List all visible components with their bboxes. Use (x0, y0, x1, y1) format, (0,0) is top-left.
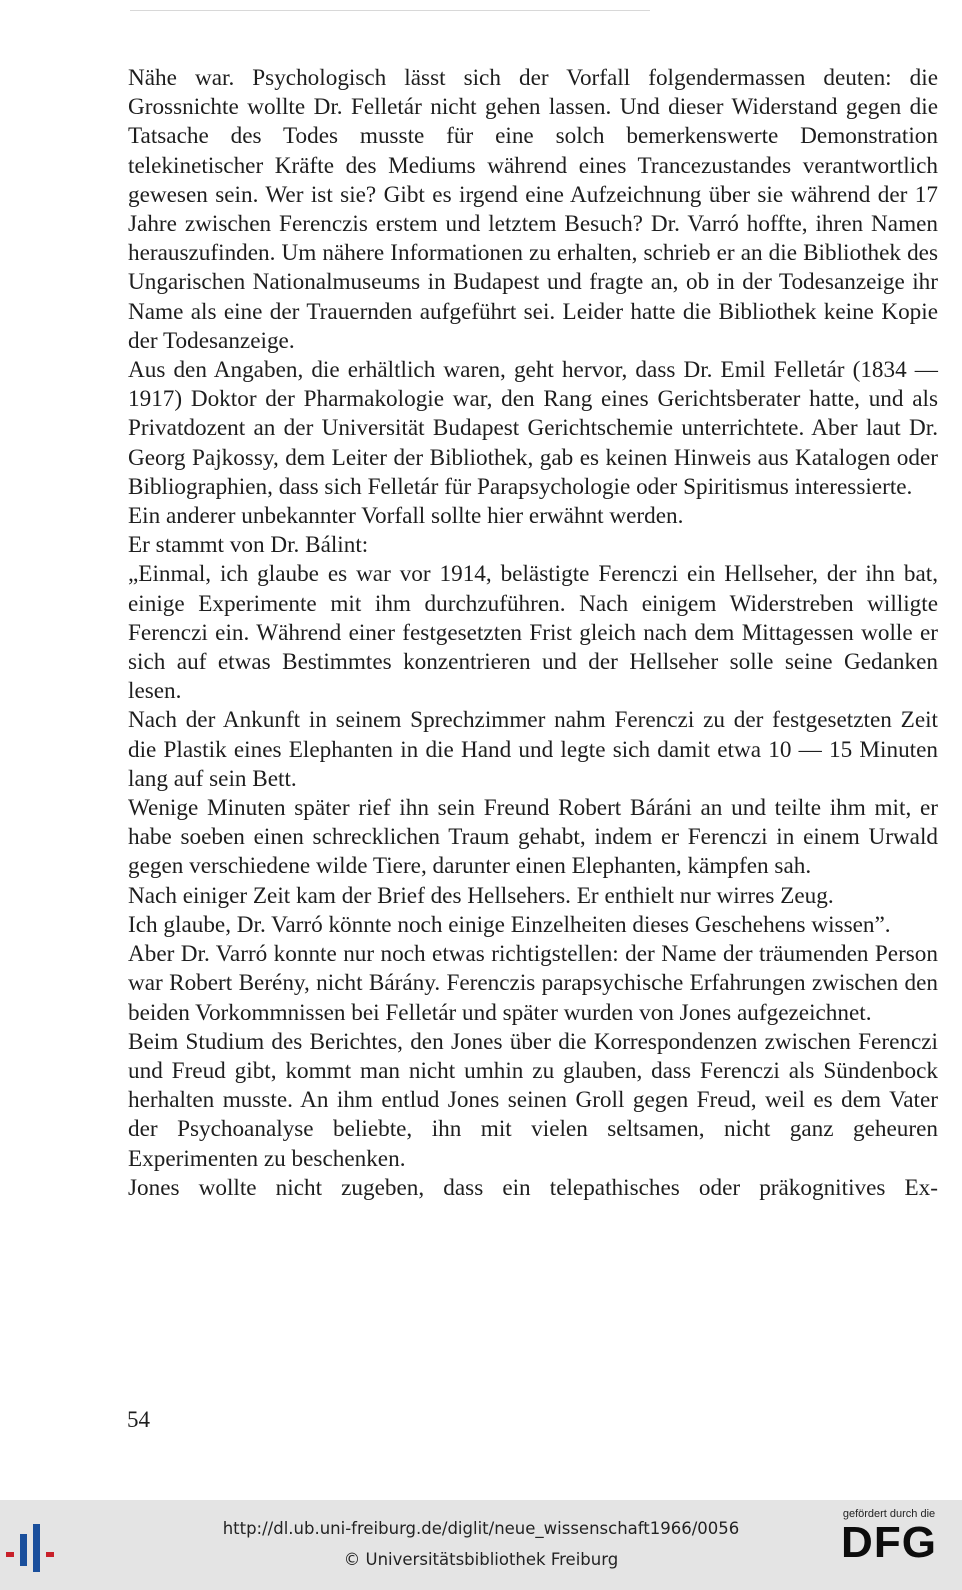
paragraph: Nach einiger Zeit kam der Brief des Hellsehers. Er enthielt nur wirres Zeug. (128, 882, 834, 909)
paragraph: Nähe war. Psychologisch lässt sich der Vorfall folgendermassen deuten: die Grossnichte wollte Dr. Felletár nicht gehen lassen. Und dieser Widerstand gegen die Tatsache des Todes musste für eine solch bemerkenswerte Demonstration telekinetischer Kräfte des Mediums während eines Trancezustandes verantwortlich gewesen sein. Wer ist sie? Gibt es irgend eine Aufzeichnung über sie während der 17 Jahre zwischen Ferenczis erstem und letztem Besuch? Dr. Varró hoffte, ihren Namen herauszufinden. Um nähere Informationen zu erhalten, schrieb er an die Bibliothek des Ungarischen Nationalmuseums in Budapest und fragte an, ob in der Todesanzeige ihr Name als eine der Trauernden aufgeführt sei. Leider hatte die Bibliothek keine Kopie der Todesanzeige. (128, 65, 938, 354)
page-number: 54 (127, 1407, 150, 1432)
paragraph: Nach der Ankunft in seinem Sprechzimmer nahm Ferenczi zu der festgesetzten Zeit die Plastik eines Elephanten in die Hand und legte sich damit etwa 10 — 15 Minuten lang auf sein Bett. (128, 707, 938, 792)
top-rule (130, 10, 650, 11)
paragraph: Aus den Angaben, die erhältlich waren, geht hervor, dass Dr. Emil Felletár (1834 — 1917) Doktor der Pharmakologie war, den Rang eines Gerichtsberater hatte, und als Privatdozent an der Universität Budapest Gerichtschemie unterrichtete. Aber laut Dr. Georg Pajkossy, dem Leiter der Bibliothek, gab es keinen Hinweis aus Katalogen oder Bibliographien, dass sich Felletár für Parapsychologie oder Spiritismus interessierte. (128, 357, 938, 500)
paragraph: „Einmal, ich glaube es war vor 1914, belästigte Ferenczi ein Hellseher, der ihn bat, einige Experimente mit ihm durchzuführen. Nach einigem Widerstreben willigte Ferenczi ein. Während einer festgesetzten Frist gleich nach dem Mittagessen wolle er sich auf etwas Bestimmtes konzentrieren und der Hellseher solle seine Gedanken lesen. (128, 561, 938, 705)
dfg-caption: gefördert durch die (842, 1508, 936, 1520)
paragraph: Ich glaube, Dr. Varró könnte noch einige Einzelheiten dieses Geschehens wissen”. (128, 911, 891, 938)
paragraph: Beim Studium des Berichtes, den Jones über die Korrespondenzen zwischen Ferenczi und Freud gibt, kommt man nicht umhin zu glauben, dass Ferenczi als Sündenbock herhalten musste. An ihm entlud Jones seinen Groll gegen Freud, weil es dem Vater der Psychoanalyse beliebte, ihn mit vielen seltsamen, nicht ganz geheuren Experimenten zu beschenken. (128, 1028, 938, 1172)
footer-copyright: © Universitätsbibliothek Freiburg (343, 1550, 619, 1569)
paragraph: Aber Dr. Varró konnte nur noch etwas richtigstellen: der Name der träumenden Person war Robert Berény, nicht Bárány. Ferenczis parapsychische Erfahrungen zwischen den beiden Vorkommnissen bei Felletár und später wurden von Jones aufgezeichnet. (128, 941, 938, 1026)
paragraph: Jones wollte nicht zugeben, dass ein telepathisches oder präkognitives Ex- (128, 1174, 938, 1201)
dfg-logo-mark: DFG (841, 1518, 937, 1567)
footer-url[interactable]: http://dl.ub.uni-freiburg.de/diglit/neue_wissenschaft1966/0056 (222, 1519, 740, 1538)
page-text (128, 64, 938, 1203)
paragraph: Er stammt von Dr. Bálint: (128, 532, 369, 559)
paragraph: Ein anderer unbekannter Vorfall sollte hier erwähnt werden. (128, 503, 684, 530)
footer-bar (0, 1500, 962, 1590)
dfg-logo (828, 1508, 950, 1586)
paragraph: Wenige Minuten später rief ihn sein Freund Robert Báráni an und teilte ihm mit, er habe soeben einen schrecklichen Traum gehabt, indem er Ferenczi in einem Urwald gegen verschiedene wilde Tiere, darunter einen Elephanten, kämpfen sah. (128, 795, 938, 880)
